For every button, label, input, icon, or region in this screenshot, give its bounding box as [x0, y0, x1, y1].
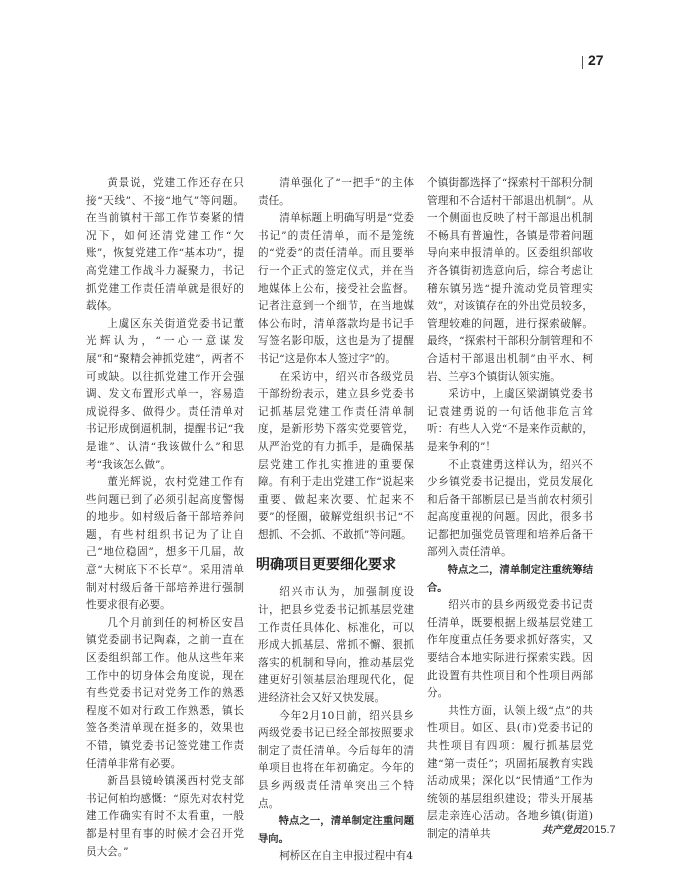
paragraph: 清单标题上明确写明是“党委书记”的责任清单，而不是笼统的“党委”的责任清单。而且要举行一个正式的签定仪式，并在当地媒体上公布，接受社会监督。记者注意到一个细节，在当地媒体公布时，清单落款均是书记手写签名影印版，这也是为了提醒书记“这是你本人签过字”的。 — [258, 212, 414, 365]
paragraph: 上虞区东关街道党委书记董光辉认为，“一心一意谋发展”和“聚精会神抓党建”，两者不可或缺。以往抓党建工作开会强调、发文布置形式单一，容易造成说得多、做得少。责任清单对书记形成倒逼机制，提醒书记“我是谁”、认清“我该做什么”和思考“我该怎么做”。 — [86, 317, 244, 471]
paragraph: 个镇街都选择了“探索村干部积分制管理和不合适村干部退出机制”。从一个侧面也反映了村干部退出机制不畅具有普遍性，各镇是带着问题导向来申报清单的。区委组织部收齐各镇街初选意向后，综合考虑让稽东镇另选“提升流动党员管理实效”，对该镇存在的外出党员较多，管理较难的问题，进行探索破解。最终，“探索村干部积分制管理和不合适村干部退出机制”由平水、柯岩、兰亭3个镇街认领实施。 — [427, 177, 593, 383]
magazine-logo: 共产党员 — [542, 825, 582, 836]
paragraph: 不止袁建勇这样认为，绍兴不少乡镇党委书记提出，党员发展化和后备干部断层已是当前农村须引起高度重视的问题。因此，很多书记都把加强党员管理和培养后备干部列入责任清单。 — [427, 458, 593, 559]
paragraph: 今年2月10日前，绍兴县乡两级党委书记已经全部按照要求制定了责任清单。今后每年的清单项目也将在年初确定。今年的县乡两级责任清单突出三个特点。 — [258, 709, 414, 810]
column-3 — [427, 175, 593, 844]
paragraph: 清单强化了“一把手”的主体责任。 — [258, 177, 414, 207]
paragraph: 共性方面，认领上级“点”的共性项目。如区、县(市)党委书记的共性项目有四项：履行抓基层党建“第一责任”；巩固拓展教育实践活动成果；深化以“民情通”工作为统领的基层组织建设；带头开展基层走亲连心活动。各地乡镇(街道)制定的清单共 — [427, 704, 593, 840]
paragraph: 柯桥区在自主申报过程中有4 — [279, 850, 414, 863]
paragraph: 黄景说，党建工作还存在只接“天线”、不接“地气”等问题。在当前镇村干部工作节奏紧的情况下，如何还清党建工作“欠账”，恢复党建工作“基本功”，提高党建工作战斗力凝聚力，书记抓党建工作责任清单就是很好的载体。 — [86, 177, 244, 313]
paragraph: 采访中，上虞区梁湖镇党委书记袁建勇说的一句话他非危言耸听：有些人入党“不是来作贡献的，是来争利的”！ — [427, 388, 593, 453]
footer — [542, 821, 616, 836]
column-2 — [258, 175, 414, 866]
issue-number: 2015.7 — [582, 824, 616, 836]
column-1 — [86, 175, 244, 861]
paragraph: 在采访中，绍兴市各级党员干部纷纷表示，建立县乡党委书记抓基层党建工作责任清单制度，是新形势下落实党要管党，从严治党的有力抓手，是确保基层党建工作扎实推进的重要保障。有利于走出党建工作“说起来重要、做起来次要、忙起来不要”的怪圈，破解党组织书记“不想抓、不会抓、不敢抓”等问题。 — [258, 370, 414, 541]
paragraph: 新昌县镜岭镇溪西村党支部书记何柏均感慨：“原先对农村党建工作确实有时不太看重，一般都是村里有事的时候才会召开党员大会。” — [86, 775, 244, 858]
section-heading: 明确项目更要细化要求 — [256, 557, 396, 574]
paragraph: 绍兴市的县乡两级党委书记责任清单，既要根据上级基层党建工作年度重点任务要求抓好落实，又要结合本地实际进行探索实践。因此设置有共性项目和个性项目两部分。 — [427, 599, 593, 700]
page-number: 27 — [588, 52, 604, 68]
feature-heading: 特点之二，清单制定注重统筹结合。 — [427, 564, 593, 594]
paragraph: 绍兴市认为，加强制度设计，把县乡党委书记抓基层党建工作责任具体化、标准化，可以形成大抓基层、常抓不懈、狠抓落实的机制和导向，推动基层党建更好引领基层治理现代化，促进经济社会又好又快发展。 — [258, 586, 414, 705]
paragraph: 董光辉说，农村党建工作有些问题已到了必须引起高度警惕的地步。如村级后备干部培养问题，有些村组织书记为了让自己“地位稳固”，想多干几届，故意“大树底下不长草”。采用清单制对村级后备干部培养进行强制性要求很有必要。 — [86, 476, 244, 612]
paragraph: 几个月前到任的柯桥区安昌镇党委副书记陶森，之前一直在区委组织部工作。他从这些年来工作中的切身体会角度说，现在有些党委书记对党务工作的熟悉程度不如对行政工作熟悉，镇长签各类清单现在挺多的，效果也不错，镇党委书记签党建工作责任清单非常有必要。 — [86, 616, 244, 770]
feature-heading: 特点之一，清单制定注重问题导向。 — [258, 815, 414, 845]
header-divider — [582, 56, 583, 69]
